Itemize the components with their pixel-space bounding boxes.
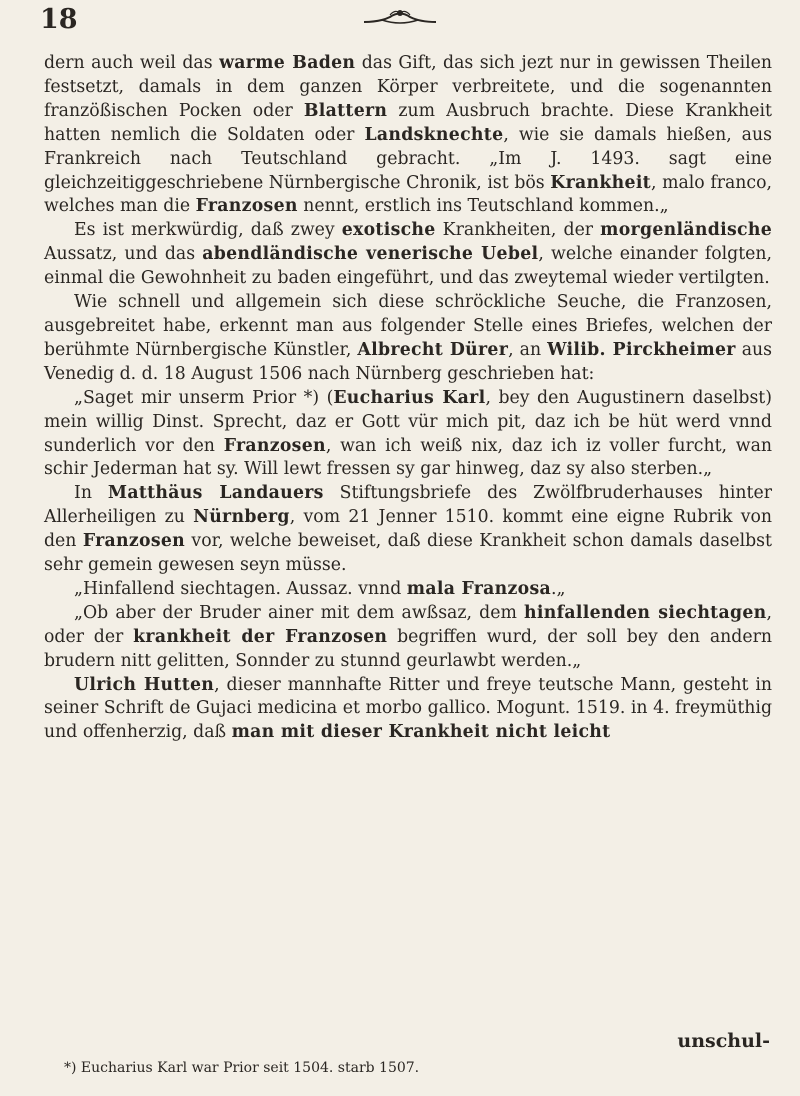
paragraph: dern auch weil das warme Baden das Gift, das sich jezt nur in gewissen Theilen festsetzt, damals in dem ganzen Körper verbreitete, und die sogenannten franzößischen Pocken oder Blattern zum Ausbruch brachte. Diese Krankheit hatten nemlich die Soldaten oder Landsknechte, wie sie damals hießen, aus Frankreich nach Teutschland gebracht. „Im J. 1493. sagt eine gleichzeitiggeschriebene Nürnbergische Chronik, ist bös Krankheit, malo franco, welches man die Franzosen nennt, erstlich ins Teutschland kommen.„ — [44, 53, 772, 217]
quotation: „Saget mir unserm Prior *) (Eucharius Karl, bey den Augustinern daselbst) mein willig Dinst. Sprecht, daz er Gott vür mich pit, daz ich be hüt werd vnnd sunderlich vor den Franzosen, wan ich weiß nix, daz ich iz voller furcht, wan schir Jederman hat sy. Will lewt fressen sy gar hinweg, daz sy also sterben.„ — [44, 387, 773, 480]
page-number: 18 — [40, 4, 78, 35]
paragraph: In Matthäus Landauers Stiftungsbriefe des Zwölfbruderhauses hinter Allerheiligen zu Nürnberg, vom 21 Jenner 1510. kommt eine eigne Rubrik von den Franzosen vor, welche beweiset, daß diese Krankheit schon damals daselbst sehr gemein gewesen seyn müsse. — [44, 483, 772, 576]
body-text — [44, 52, 772, 745]
paragraph: Es ist merkwürdig, daß zwey exotische Krankheiten, der morgenländische Aussatz, und das abendländische venerische Uebel, welche einander folgten, einmal die Gewohnheit zu baden eingeführt, und das zweytemal wieder vertilgten. — [44, 220, 773, 289]
paragraph: Ulrich Hutten, dieser mannhafte Ritter und freye teutsche Mann, gesteht in seiner Schrift de Gujaci medicina et morbo gallico. Mogunt. 1519. in 4. freymüthig und offenherzig, daß man mit dieser Krankheit nicht leicht — [44, 674, 772, 743]
footnote: *) Eucharius Karl war Prior seit 1504. starb 1507. — [64, 1060, 420, 1076]
catchword: unschul- — [677, 1030, 770, 1052]
quotation: „Hinfallend siechtagen. Aussaz. vnnd mala Franzosa.„ — [74, 578, 566, 599]
header-ornament-icon — [360, 6, 440, 28]
quotation: „Ob aber der Bruder ainer mit dem awßsaz, dem hinfallenden siechtagen, oder der krankheit der Franzosen begriffen wurd, der soll bey den andern brudern nitt gelitten, Sonnder zu stunnd geurlawbt werden.„ — [44, 602, 773, 671]
paragraph: Wie schnell und allgemein sich diese schröckliche Seuche, die Franzosen, ausgebreitet habe, erkennt man aus folgender Stelle eines Briefes, welchen der berühmte Nürnbergische Künstler, Albrecht Dürer, an Wilib. Pirckheimer aus Venedig d. d. 18 August 1506 nach Nürnberg geschrieben hat: — [44, 292, 772, 384]
